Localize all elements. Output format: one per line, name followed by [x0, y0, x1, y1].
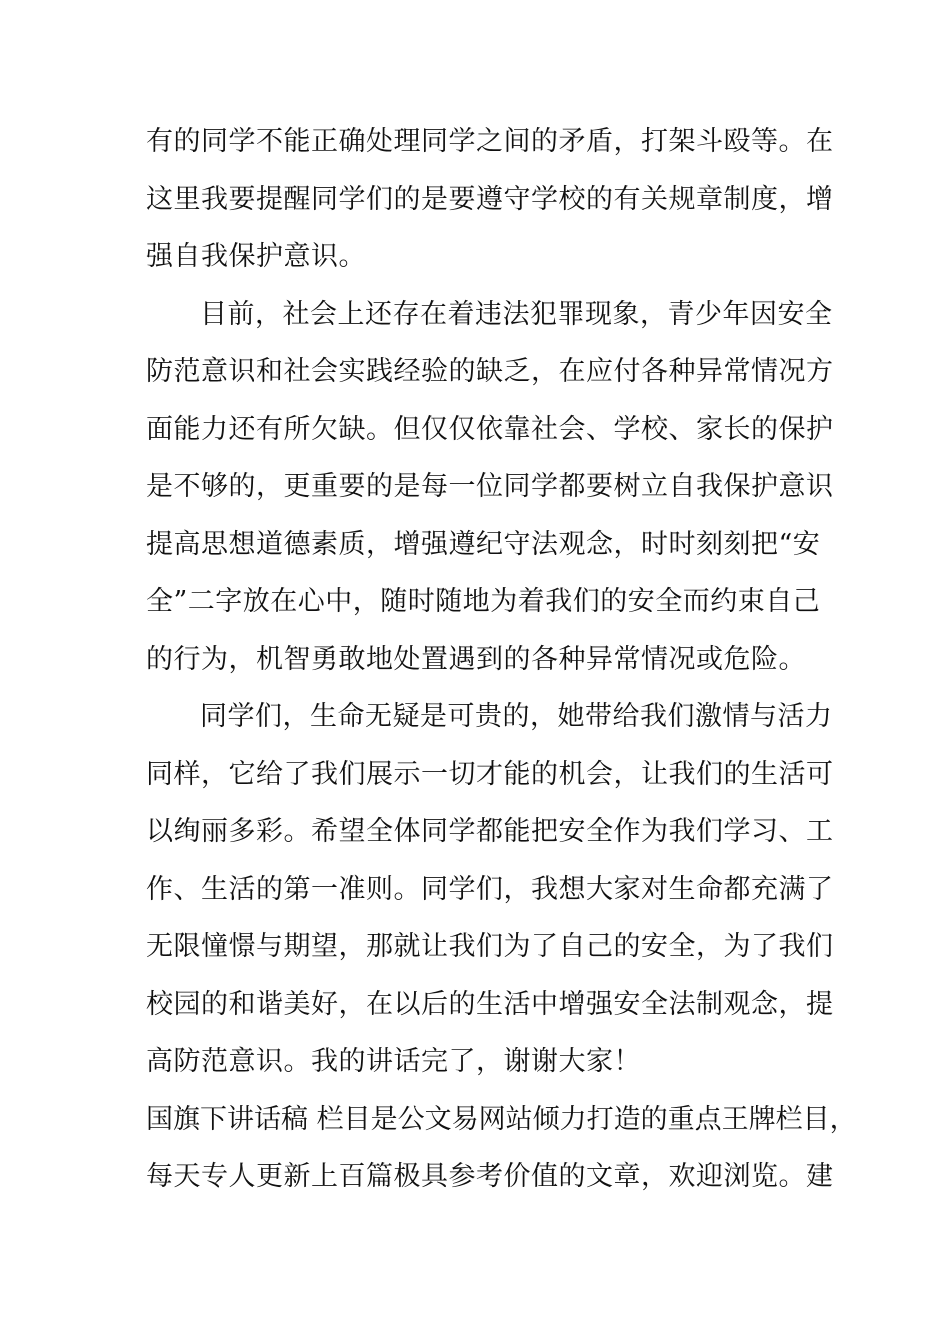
text-line: 作、生活的第一准则。同学们，我想大家对生命都充满了 — [146, 874, 834, 905]
text-line: 同样，它给了我们展示一切才能的机会，让我们的生活可 — [146, 759, 834, 790]
text-line: 强自我保护意识。 — [146, 241, 366, 272]
text-line: 高防范意识。我的讲话完了，谢谢大家！ — [146, 1046, 641, 1077]
text-line: 的行为，机智勇敢地处置遇到的各种异常情况或危险。 — [146, 644, 806, 675]
footer-promo-line: 每天专人更新上百篇极具参考价值的文章，欢迎浏览。建 — [146, 1161, 834, 1192]
text-line: 这里我要提醒同学们的是要遵守学校的有关规章制度，增 — [146, 184, 834, 215]
text-line: 无限憧憬与期望，那就让我们为了自己的安全，为了我们 — [146, 931, 834, 962]
text-line: 防范意识和社会实践经验的缺乏，在应付各种异常情况方 — [146, 356, 834, 387]
text-line: 校园的和谐美好，在以后的生活中增强安全法制观念，提 — [146, 989, 834, 1020]
text-line: 是不够的，更重要的是每一位同学都要树立自我保护意识 — [146, 471, 834, 502]
text-line: 全”二字放在心中，随时随地为着我们的安全而约束自己 — [146, 586, 821, 617]
text-line: 有的同学不能正确处理同学之间的矛盾，打架斗殴等。在 — [146, 126, 834, 157]
text-line: 面能力还有所欠缺。但仅仅依靠社会、学校、家长的保护 — [146, 414, 834, 445]
footer-promo-line: 国旗下讲话稿 栏目是公文易网站倾力打造的重点王牌栏目， — [146, 1104, 857, 1135]
paragraph-start-line: 目前，社会上还存在着违法犯罪现象，青少年因安全 — [200, 299, 833, 330]
text-line: 提高思想道德素质，增强遵纪守法观念，时时刻刻把“安 — [146, 529, 821, 560]
paragraph-start-line: 同学们，生命无疑是可贵的，她带给我们激情与活力 — [200, 701, 833, 732]
text-line: 以绚丽多彩。希望全体同学都能把安全作为我们学习、工 — [146, 816, 834, 847]
